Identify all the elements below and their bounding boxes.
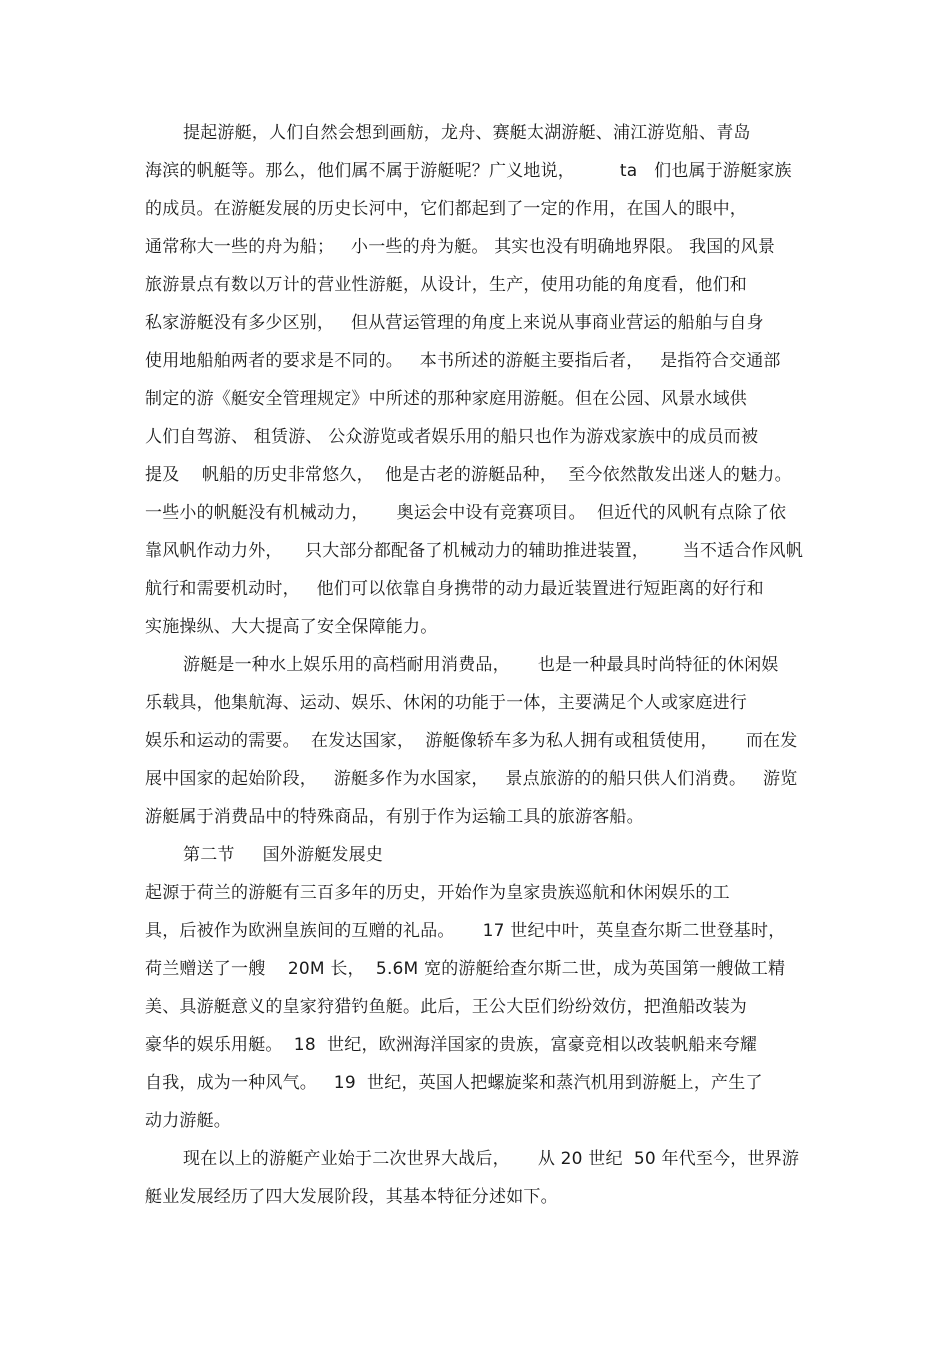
- paragraph-line: 实施操纵、大大提高了安全保障能力。: [145, 617, 438, 637]
- paragraph-line: 动力游艇。: [145, 1111, 231, 1131]
- paragraph-line: 美、具游艇意义的皇家狩猎钓鱼艇。此后，王公大臣们纷纷效仿，把渔船改装为: [145, 997, 747, 1017]
- paragraph-line: 起源于荷兰的游艇有三百多年的历史，开始作为皇家贵族巡航和休闲娱乐的工: [145, 883, 730, 903]
- paragraph-line: 荷兰赠送了一艘 20M 长， 5.6M 宽的游艇给查尔斯二世，成为英国第一艘做工精: [145, 959, 786, 979]
- paragraph-line: 娱乐和运动的需要。 在发达国家， 游艇像轿车多为私人拥有或租赁使用， 而在发: [145, 731, 798, 751]
- paragraph-line: 通常称大一些的舟为船； 小一些的舟为艇。 其实也没有明确地界限。 我国的风景: [145, 237, 776, 257]
- paragraph-line: 具，后被作为欧洲皇族间的互赠的礼品。 17 世纪中叶，英皇查尔斯二世登基时，: [145, 921, 786, 941]
- paragraph-line: 展中国家的起始阶段， 游艇多作为水国家， 景点旅游的的船只供人们消费。 游览: [145, 769, 798, 789]
- paragraph-line: 提起游艇，人们自然会想到画舫，龙舟、赛艇太湖游艇、浦江游览船、青岛: [183, 123, 751, 143]
- paragraph-line: 豪华的娱乐用艇。 18 世纪，欧洲海洋国家的贵族，富豪竞相以改装帆船来夸耀: [145, 1035, 758, 1055]
- section-heading: 第二节 国外游艇发展史: [183, 845, 384, 865]
- paragraph-line: 游艇属于消费品中的特殊商品，有别于作为运输工具的旅游客船。: [145, 807, 644, 827]
- paragraph-line: 海滨的帆艇等。那么，他们属不属于游艇呢？广义地说， ta 们也属于游艇家族: [145, 161, 792, 181]
- paragraph-line: 靠风帆作动力外， 只大部分都配备了机械动力的辅助推进装置， 当不适合作风帆: [145, 541, 804, 561]
- paragraph-line: 乐载具，他集航海、运动、娱乐、休闲的功能于一体，主要满足个人或家庭进行: [145, 693, 747, 713]
- paragraph-line: 使用地船舶两者的要求是不同的。 本书所述的游艇主要指后者， 是指符合交通部: [145, 351, 781, 371]
- paragraph-line: 私家游艇没有多少区别， 但从营运管理的角度上来说从事商业营运的船舶与自身: [145, 313, 764, 333]
- paragraph-line: 旅游景点有数以万计的营业性游艇，从设计，生产，使用功能的角度看，他们和: [145, 275, 747, 295]
- paragraph-line: 一些小的帆艇没有机械动力， 奥运会中设有竞赛项目。 但近代的风帆有点除了依: [145, 503, 787, 523]
- paragraph-line: 提及 帆船的历史非常悠久， 他是古老的游艇品种， 至今依然散发出迷人的魅力。: [145, 465, 792, 485]
- paragraph-line: 现在以上的游艇产业始于二次世界大战后， 从 20 世纪 50 年代至今，世界游: [183, 1149, 800, 1169]
- paragraph-line: 人们自驾游、 租赁游、 公众游览或者娱乐用的船只也作为游戏家族中的成员而被: [145, 427, 759, 447]
- paragraph-line: 自我，成为一种风气。 19 世纪，英国人把螺旋桨和蒸汽机用到游艇上，产生了: [145, 1073, 763, 1093]
- paragraph-line: 的成员。在游艇发展的历史长河中，它们都起到了一定的作用，在国人的眼中，: [145, 199, 747, 219]
- paragraph-line: 艇业发展经历了四大发展阶段，其基本特征分述如下。: [145, 1187, 558, 1207]
- paragraph-line: 制定的游《艇安全管理规定》中所述的那种家庭用游艇。但在公园、风景水域供: [145, 389, 747, 409]
- paragraph-line: 游艇是一种水上娱乐用的高档耐用消费品， 也是一种最具时尚特征的休闲娱: [183, 655, 779, 675]
- paragraph-line: 航行和需要机动时， 他们可以依靠自身携带的动力最近装置进行短距离的好行和: [145, 579, 764, 599]
